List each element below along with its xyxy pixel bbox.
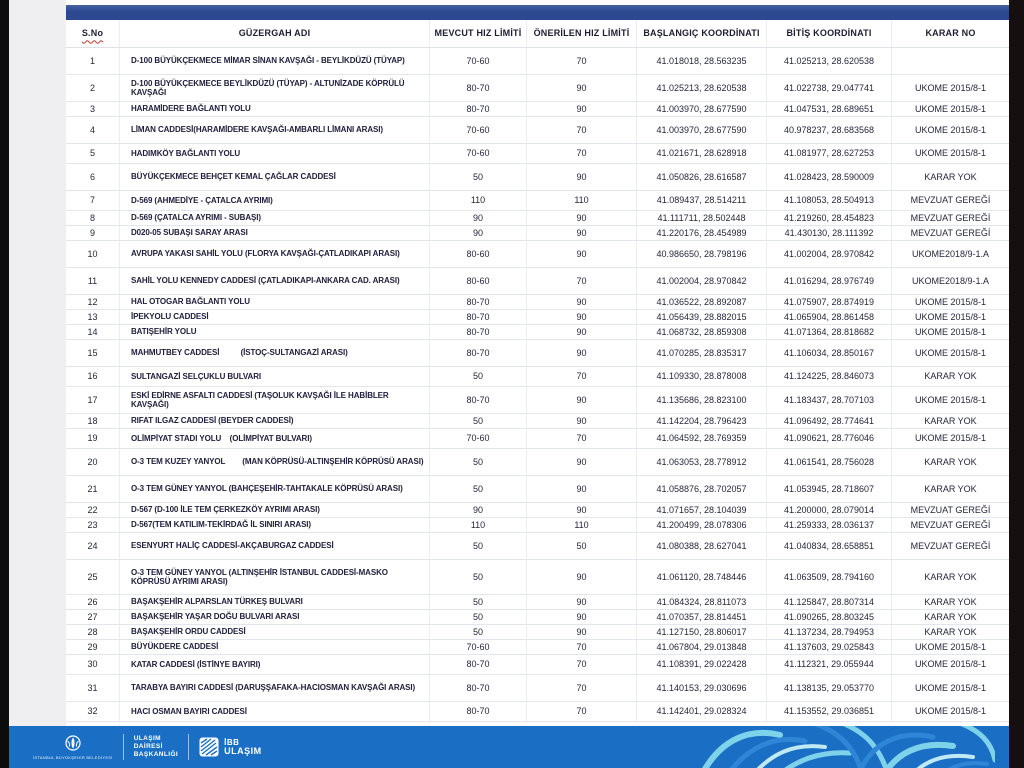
cell-name: SULTANGAZİ SELÇUKLU BULVARI <box>120 367 430 386</box>
cell-no: 18 <box>66 414 120 428</box>
speed-limit-table <box>66 20 1009 722</box>
cell-decision: MEVZUAT GEREĞİ <box>910 519 991 530</box>
cell-name: O-3 TEM GÜNEY YANYOL (ALTINŞEHİR İSTANBUL CADDESİ-MASKO KÖPRÜSÜ AYRIMI ARASI) <box>120 560 430 594</box>
brand-top: İBB <box>224 737 240 747</box>
cell-proposed: 70 <box>527 48 637 74</box>
table-row <box>66 560 1009 595</box>
cell-current: 50 <box>430 449 527 475</box>
cell-name: LİMAN CADDESİ(HARAMİDERE KAVŞAĞI-AMBARLI LİMANI ARASI) <box>120 117 430 143</box>
cell-start: 41.003970, 28.677590 <box>637 102 767 116</box>
cell-decision: KARAR YOK <box>924 483 977 494</box>
cell-start: 40.986650, 28.798196 <box>637 241 767 267</box>
cell-end: 41.137603, 29.025843 <box>767 640 892 654</box>
cell-no: 12 <box>66 295 120 309</box>
table-row <box>66 325 1009 340</box>
table-row <box>66 268 1009 295</box>
cell-decision: UKOME 2015/8-1 <box>914 433 987 444</box>
cell-no: 25 <box>66 560 120 594</box>
fingerprint-pattern <box>695 726 995 768</box>
cell-decision: UKOME 2015/8-1 <box>914 103 987 114</box>
cell-no: 31 <box>66 675 120 701</box>
cell-decision: MEVZUAT GEREĞİ <box>910 227 991 238</box>
cell-start: 41.070285, 28.835317 <box>637 340 767 366</box>
footer-bar <box>9 726 1009 768</box>
cell-proposed: 90 <box>527 625 637 639</box>
cell-end: 41.219260, 28.454823 <box>767 211 892 225</box>
cell-start: 41.018018, 28.563235 <box>637 48 767 74</box>
cell-start: 41.067804, 29.013848 <box>637 640 767 654</box>
cell-no: 7 <box>66 191 120 210</box>
cell-no: 26 <box>66 595 120 609</box>
cell-name: TARABYA BAYIRI CADDESİ (DARUŞŞAFAKA-HACIOSMAN KAVŞAĞI ARASI) <box>120 675 430 701</box>
cell-proposed: 90 <box>527 560 637 594</box>
cell-decision: UKOME 2015/8-1 <box>914 326 987 337</box>
table-row <box>66 595 1009 610</box>
cell-decision: UKOME2018/9-1.A <box>911 248 990 259</box>
cell-name: BAŞAKŞEHİR ALPARSLAN TÜRKEŞ BULVARI <box>120 595 430 609</box>
cell-end: 41.040834, 28.658851 <box>767 533 892 559</box>
column-header: BİTİŞ KOORDİNATI <box>767 20 892 47</box>
cell-start: 41.068732, 28.859308 <box>637 325 767 339</box>
cell-start: 41.021671, 28.628918 <box>637 144 767 163</box>
table-row <box>66 533 1009 560</box>
table-row <box>66 429 1009 449</box>
cell-no: 28 <box>66 625 120 639</box>
cell-proposed: 90 <box>527 310 637 324</box>
cell-current: 50 <box>430 625 527 639</box>
cell-decision: UKOME 2015/8-1 <box>914 682 987 693</box>
cell-proposed: 90 <box>527 476 637 502</box>
cell-end: 41.430130, 28.111392 <box>767 226 892 240</box>
cell-name: O-3 TEM GÜNEY YANYOL (BAHÇEŞEHİR-TAHTAKALE KÖPRÜSÜ ARASI) <box>120 476 430 502</box>
cell-end: 41.081977, 28.627253 <box>767 144 892 163</box>
cell-name: İPEKYOLU CADDESİ <box>120 310 430 324</box>
cell-current: 90 <box>430 211 527 225</box>
cell-end: 41.125847, 28.807314 <box>767 595 892 609</box>
table-row <box>66 640 1009 655</box>
table-row <box>66 48 1009 75</box>
table-row <box>66 476 1009 503</box>
cell-start: 41.109330, 28.878008 <box>637 367 767 386</box>
cell-start: 41.056439, 28.882015 <box>637 310 767 324</box>
cell-name: KATAR CADDESİ (İSTİNYE BAYIRI) <box>120 655 430 674</box>
cell-proposed: 90 <box>527 325 637 339</box>
cell-decision: MEVZUAT GEREĞİ <box>910 212 991 223</box>
cell-current: 50 <box>430 367 527 386</box>
table-row <box>66 367 1009 387</box>
cell-current: 80-70 <box>430 295 527 309</box>
cell-end: 41.065904, 28.861458 <box>767 310 892 324</box>
cell-current: 50 <box>430 414 527 428</box>
cell-name: D-569 (AHMEDİYE - ÇATALCA AYRIMI) <box>120 191 430 210</box>
top-title-bar <box>66 5 1009 20</box>
cell-end: 41.047531, 28.689651 <box>767 102 892 116</box>
cell-current: 80-70 <box>430 340 527 366</box>
cell-no: 32 <box>66 702 120 721</box>
table-row <box>66 518 1009 533</box>
cell-name: D-567 (D-100 İLE TEM ÇERKEZKÖY AYRIMI ARASI) <box>120 503 430 517</box>
cell-start: 41.064592, 28.769359 <box>637 429 767 448</box>
column-header: S.No <box>66 20 120 47</box>
cell-proposed: 90 <box>527 503 637 517</box>
cell-current: 70-60 <box>430 429 527 448</box>
cell-decision: UKOME 2015/8-1 <box>914 706 987 717</box>
cell-proposed: 70 <box>527 144 637 163</box>
cell-start: 41.063053, 28.778912 <box>637 449 767 475</box>
cell-proposed: 70 <box>527 268 637 294</box>
cell-decision: UKOME 2015/8-1 <box>914 82 987 93</box>
cell-end: 41.002004, 28.970842 <box>767 241 892 267</box>
cell-current: 80-70 <box>430 310 527 324</box>
cell-end: 41.022738, 29.047741 <box>767 75 892 101</box>
cell-name: HADIMKÖY BAĞLANTI YOLU <box>120 144 430 163</box>
cell-no: 27 <box>66 610 120 624</box>
cell-start: 41.111711, 28.502448 <box>637 211 767 225</box>
cell-no: 30 <box>66 655 120 674</box>
cell-current: 110 <box>430 518 527 532</box>
table-row <box>66 414 1009 429</box>
table-row <box>66 75 1009 102</box>
brand-text <box>224 739 262 756</box>
cell-current: 80-70 <box>430 702 527 721</box>
cell-end: 41.138135, 29.053770 <box>767 675 892 701</box>
screen-edge-left <box>0 0 9 768</box>
cell-no: 24 <box>66 533 120 559</box>
cell-end: 40.978237, 28.683568 <box>767 117 892 143</box>
cell-start: 41.036522, 28.892087 <box>637 295 767 309</box>
table-row <box>66 503 1009 518</box>
left-gutter <box>9 0 66 727</box>
table-row <box>66 675 1009 702</box>
cell-proposed: 70 <box>527 675 637 701</box>
cell-decision: UKOME 2015/8-1 <box>914 311 987 322</box>
cell-proposed: 90 <box>527 164 637 190</box>
cell-decision: KARAR YOK <box>924 611 977 622</box>
cell-name: D020-05 SUBAŞI SARAY ARASI <box>120 226 430 240</box>
screen-edge-right <box>1009 0 1024 768</box>
cell-name: BATIŞEHİR YOLU <box>120 325 430 339</box>
cell-proposed: 70 <box>527 655 637 674</box>
table-row <box>66 241 1009 268</box>
table-header <box>66 20 1009 48</box>
cell-end: 41.153552, 29.036851 <box>767 702 892 721</box>
cell-no: 4 <box>66 117 120 143</box>
cell-proposed: 70 <box>527 367 637 386</box>
cell-current: 90 <box>430 503 527 517</box>
cell-no: 2 <box>66 75 120 101</box>
cell-no: 15 <box>66 340 120 366</box>
table-row <box>66 310 1009 325</box>
table-row <box>66 102 1009 117</box>
cell-current: 50 <box>430 164 527 190</box>
cell-current: 70-60 <box>430 640 527 654</box>
cell-name: HAL OTOGAR BAĞLANTI YOLU <box>120 295 430 309</box>
cell-current: 80-70 <box>430 675 527 701</box>
cell-end: 41.063509, 28.794160 <box>767 560 892 594</box>
cell-proposed: 90 <box>527 226 637 240</box>
cell-start: 41.089437, 28.514211 <box>637 191 767 210</box>
cell-end: 41.071364, 28.818682 <box>767 325 892 339</box>
cell-start: 41.058876, 28.702057 <box>637 476 767 502</box>
cell-decision: UKOME 2015/8-1 <box>914 124 987 135</box>
cell-proposed: 90 <box>527 241 637 267</box>
table-row <box>66 387 1009 414</box>
department-label <box>134 735 178 759</box>
cell-current: 80-70 <box>430 102 527 116</box>
cell-proposed: 90 <box>527 610 637 624</box>
cell-name: BAŞAKŞEHİR YAŞAR DOĞU BULVARI ARASI <box>120 610 430 624</box>
cell-name: HARAMİDERE BAĞLANTI YOLU <box>120 102 430 116</box>
cell-no: 22 <box>66 503 120 517</box>
cell-no: 21 <box>66 476 120 502</box>
table-row <box>66 191 1009 211</box>
cell-name: SAHİL YOLU KENNEDY CADDESİ (ÇATLADIKAPI-ANKARA CAD. ARASI) <box>120 268 430 294</box>
cell-start: 41.025213, 28.620538 <box>637 75 767 101</box>
department-line-3: BAŞKANLIĞI <box>133 751 179 759</box>
cell-end: 41.200000, 28.079014 <box>767 503 892 517</box>
column-header: GÜZERGAH ADI <box>120 20 430 47</box>
column-header: KARAR NO <box>925 28 976 39</box>
cell-decision: UKOME 2015/8-1 <box>914 148 987 159</box>
cell-proposed: 90 <box>527 387 637 413</box>
table-row <box>66 702 1009 722</box>
cell-current: 70-60 <box>430 48 527 74</box>
cell-name: D-100 BÜYÜKÇEKMECE MİMAR SİNAN KAVŞAĞI - BEYLİKDÜZÜ (TÜYAP) <box>120 48 430 74</box>
table-row <box>66 340 1009 367</box>
cell-no: 1 <box>66 48 120 74</box>
cell-start: 41.071657, 28.104039 <box>637 503 767 517</box>
table-body <box>66 48 1009 722</box>
cell-proposed: 70 <box>527 702 637 721</box>
cell-current: 50 <box>430 610 527 624</box>
cell-start: 41.084324, 28.811073 <box>637 595 767 609</box>
cell-proposed: 50 <box>527 533 637 559</box>
cell-decision: UKOME 2015/8-1 <box>914 347 987 358</box>
cell-name: ESKİ EDİRNE ASFALTI CADDESİ (TAŞOLUK KAVŞAĞI İLE HABİBLER KAVŞAĞI) <box>120 387 430 413</box>
cell-end: 41.137234, 28.794953 <box>767 625 892 639</box>
cell-start: 41.142401, 29.028324 <box>637 702 767 721</box>
cell-current: 110 <box>430 191 527 210</box>
cell-no: 16 <box>66 367 120 386</box>
table-row <box>66 610 1009 625</box>
cell-decision: UKOME 2015/8-1 <box>914 394 987 405</box>
cell-end: 41.025213, 28.620538 <box>767 48 892 74</box>
cell-decision: UKOME 2015/8-1 <box>914 659 987 670</box>
cell-decision: KARAR YOK <box>924 456 977 467</box>
cell-end: 41.106034, 28.850167 <box>767 340 892 366</box>
cell-start: 41.080388, 28.627041 <box>637 533 767 559</box>
cell-start: 41.050826, 28.616587 <box>637 164 767 190</box>
cell-name: RIFAT ILGAZ CADDESİ (BEYDER CADDESİ) <box>120 414 430 428</box>
cell-name: AVRUPA YAKASI SAHİL YOLU (FLORYA KAVŞAĞI-ÇATLADIKAPI ARASI) <box>120 241 430 267</box>
cell-start: 41.135686, 28.823100 <box>637 387 767 413</box>
cell-decision: MEVZUAT GEREĞİ <box>910 540 991 551</box>
table-row <box>66 226 1009 241</box>
cell-decision: UKOME2018/9-1.A <box>911 275 990 286</box>
cell-end: 41.108053, 28.504913 <box>767 191 892 210</box>
ibb-emblem-icon <box>63 734 83 754</box>
cell-end: 41.016294, 28.976749 <box>767 268 892 294</box>
table-row <box>66 655 1009 675</box>
cell-no: 17 <box>66 387 120 413</box>
cell-end: 41.259333, 28.036137 <box>767 518 892 532</box>
cell-current: 80-70 <box>430 75 527 101</box>
cell-proposed: 70 <box>527 117 637 143</box>
cell-decision: KARAR YOK <box>924 626 977 637</box>
cell-current: 70-60 <box>430 117 527 143</box>
cell-current: 50 <box>430 560 527 594</box>
cell-no: 29 <box>66 640 120 654</box>
cell-end: 41.090621, 28.776046 <box>767 429 892 448</box>
cell-proposed: 90 <box>527 102 637 116</box>
table-row <box>66 625 1009 640</box>
cell-decision: UKOME 2015/8-1 <box>914 296 987 307</box>
cell-name: OLİMPİYAT STADI YOLU (OLİMPİYAT BULVARI) <box>120 429 430 448</box>
cell-current: 50 <box>430 476 527 502</box>
cell-no: 14 <box>66 325 120 339</box>
cell-start: 41.127150, 28.806017 <box>637 625 767 639</box>
ibb-ulasim-logo <box>199 737 262 757</box>
cell-proposed: 90 <box>527 414 637 428</box>
ibb-emblem <box>33 734 113 760</box>
cell-decision: KARAR YOK <box>924 371 977 382</box>
cell-no: 8 <box>66 211 120 225</box>
cell-proposed: 70 <box>527 640 637 654</box>
cell-decision <box>892 48 1009 74</box>
cell-start: 41.108391, 29.022428 <box>637 655 767 674</box>
cell-start: 41.061120, 28.748446 <box>637 560 767 594</box>
cell-decision: KARAR YOK <box>924 415 977 426</box>
cell-decision: KARAR YOK <box>924 571 977 582</box>
column-header: BAŞLANGIÇ KOORDİNATI <box>637 20 767 47</box>
footer-logos <box>33 734 262 760</box>
cell-current: 80-70 <box>430 655 527 674</box>
cell-current: 50 <box>430 533 527 559</box>
table-row <box>66 117 1009 144</box>
cell-end: 41.075907, 28.874919 <box>767 295 892 309</box>
footer-divider <box>123 734 124 760</box>
cell-start: 41.142204, 28.796423 <box>637 414 767 428</box>
cell-proposed: 90 <box>527 211 637 225</box>
cell-proposed: 90 <box>527 340 637 366</box>
table-row <box>66 295 1009 310</box>
cell-end: 41.028423, 28.590009 <box>767 164 892 190</box>
cell-end: 41.061541, 28.756028 <box>767 449 892 475</box>
department-line-1: ULAŞIM <box>133 734 162 742</box>
cell-start: 41.200499, 28.078306 <box>637 518 767 532</box>
cell-name: D-569 (ÇATALCA AYRIMI - SUBAŞI) <box>120 211 430 225</box>
cell-current: 80-70 <box>430 387 527 413</box>
ibb-ulasim-icon <box>199 737 219 757</box>
cell-no: 10 <box>66 241 120 267</box>
table-row <box>66 144 1009 164</box>
cell-proposed: 90 <box>527 75 637 101</box>
cell-decision: UKOME 2015/8-1 <box>914 641 987 652</box>
cell-no: 13 <box>66 310 120 324</box>
column-header: ÖNERİLEN HIZ LİMİTİ <box>527 20 637 47</box>
cell-no: 20 <box>66 449 120 475</box>
cell-proposed: 110 <box>527 518 637 532</box>
cell-decision: MEVZUAT GEREĞİ <box>910 504 991 515</box>
table-row <box>66 211 1009 226</box>
cell-start: 41.140153, 29.030696 <box>637 675 767 701</box>
cell-start: 41.220176, 28.454989 <box>637 226 767 240</box>
cell-current: 80-60 <box>430 241 527 267</box>
emblem-caption: İSTANBUL BÜYÜKŞEHİR BELEDİYESİ <box>33 755 113 760</box>
cell-name: BÜYÜKÇEKMECE BEHÇET KEMAL ÇAĞLAR CADDESİ <box>120 164 430 190</box>
cell-decision: MEVZUAT GEREĞİ <box>910 195 991 206</box>
cell-current: 90 <box>430 226 527 240</box>
brand-bottom: ULAŞIM <box>224 745 262 756</box>
cell-no: 23 <box>66 518 120 532</box>
cell-end: 41.096492, 28.774641 <box>767 414 892 428</box>
cell-proposed: 110 <box>527 191 637 210</box>
column-header: MEVCUT HIZ LİMİTİ <box>430 20 527 47</box>
cell-proposed: 90 <box>527 295 637 309</box>
cell-end: 41.124225, 28.846073 <box>767 367 892 386</box>
department-line-2: DAİRESİ <box>133 742 163 750</box>
table-row <box>66 164 1009 191</box>
cell-name: BÜYÜKDERE CADDESİ <box>120 640 430 654</box>
cell-name: D-100 BÜYÜKÇEKMECE BEYLİKDÜZÜ (TÜYAP) - ALTUNİZADE KÖPRÜLÜ KAVŞAĞI <box>120 75 430 101</box>
cell-current: 50 <box>430 595 527 609</box>
cell-current: 70-60 <box>430 144 527 163</box>
cell-no: 3 <box>66 102 120 116</box>
cell-start: 41.002004, 28.970842 <box>637 268 767 294</box>
cell-decision: KARAR YOK <box>924 596 977 607</box>
cell-name: O-3 TEM KUZEY YANYOL (MAN KÖPRÜSÜ-ALTINŞEHİR KÖPRÜSÜ ARASI) <box>120 449 430 475</box>
cell-no: 6 <box>66 164 120 190</box>
cell-no: 5 <box>66 144 120 163</box>
cell-start: 41.070357, 28.814451 <box>637 610 767 624</box>
cell-name: BAŞAKŞEHİR ORDU CADDESİ <box>120 625 430 639</box>
cell-proposed: 70 <box>527 429 637 448</box>
cell-end: 41.183437, 28.707103 <box>767 387 892 413</box>
cell-current: 80-70 <box>430 325 527 339</box>
cell-name: MAHMUTBEY CADDESİ (İSTOÇ-SULTANGAZİ ARASI) <box>120 340 430 366</box>
cell-end: 41.090265, 28.803245 <box>767 610 892 624</box>
cell-no: 19 <box>66 429 120 448</box>
footer-divider <box>188 734 189 760</box>
cell-no: 9 <box>66 226 120 240</box>
cell-no: 11 <box>66 268 120 294</box>
table-row <box>66 449 1009 476</box>
cell-end: 41.112321, 29.055944 <box>767 655 892 674</box>
cell-name: D-567(TEM KATILIM-TEKİRDAĞ İL SINIRI ARASI) <box>120 518 430 532</box>
cell-current: 80-60 <box>430 268 527 294</box>
cell-name: ESENYURT HALİÇ CADDESİ-AKÇABURGAZ CADDESİ <box>120 533 430 559</box>
cell-decision: KARAR YOK <box>924 171 977 182</box>
cell-name: HACI OSMAN BAYIRI CADDESİ <box>120 702 430 721</box>
cell-proposed: 90 <box>527 595 637 609</box>
cell-end: 41.053945, 28.718607 <box>767 476 892 502</box>
cell-proposed: 90 <box>527 449 637 475</box>
cell-start: 41.003970, 28.677590 <box>637 117 767 143</box>
